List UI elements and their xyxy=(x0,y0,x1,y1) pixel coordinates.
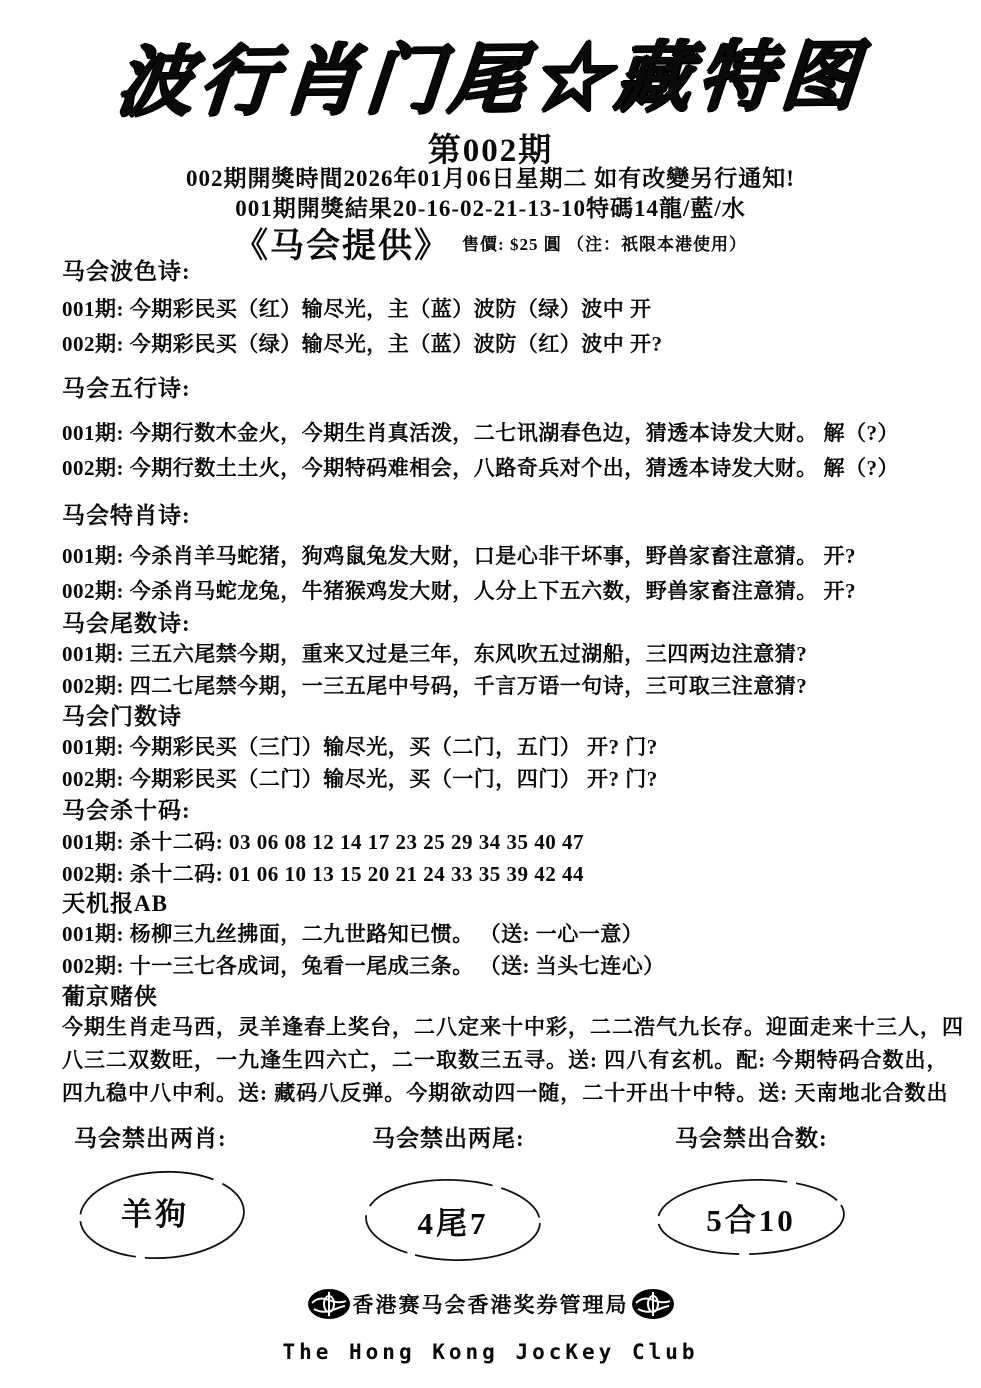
section-heading: 葡京赌侠 xyxy=(62,984,158,1009)
forbidden-label: 马会禁出两肖: xyxy=(74,1126,227,1151)
page-title: 波行肖门尾☆藏特图 xyxy=(112,34,867,126)
provider-label: 《马会提供》 xyxy=(234,228,451,265)
issue-number: 第002期 xyxy=(427,133,554,169)
forbidden-value: 4尾7 xyxy=(417,1205,489,1241)
poem-line: 001期: 今期彩民买（三门）输尽光，买（二门，五门） 开? 门? xyxy=(62,735,658,759)
forbidden-label: 马会禁出合数: xyxy=(675,1126,828,1151)
section-heading: 马会杀十码: xyxy=(62,798,191,823)
poem-line: 002期: 今期彩民买（绿）输尽光，主（蓝）波防（红）波中 开? xyxy=(62,332,663,356)
forbidden-value: 羊狗 xyxy=(121,1196,189,1232)
footer-chinese-name: 香港赛马会香港奖券管理局 xyxy=(352,1293,629,1317)
section-heading: 马会门数诗 xyxy=(62,704,182,729)
forbidden-value: 5合10 xyxy=(706,1202,796,1238)
poem-line: 002期: 今期行数土土火，今期特码难相会，八路奇兵对个出，猜透本诗发大财。 解（?） xyxy=(62,456,899,480)
section-pujing-gambler xyxy=(62,983,964,1110)
paragraph-line: 今期生肖走马西，灵羊逢春上奖台，二八定来十中彩，二二浩气九长存。迎面走来十三人，四 xyxy=(62,1015,964,1039)
poem-line: 001期: 今杀肖羊马蛇猪，狗鸡鼠兔发大财，口是心非干坏事，野兽家畜注意猜。 开? xyxy=(62,544,856,568)
killed-numbers-line: 002期: 杀十二码: 01 06 10 13 15 20 21 24 33 35 39 42 44 xyxy=(62,862,584,886)
paragraph-line: 四九稳中八中利。送: 藏码八反弹。今期欲动四一随，二十开出十中特。送: 天南地北合数出 xyxy=(62,1081,949,1105)
forbidden-oval xyxy=(653,1177,849,1257)
section-heading: 马会五行诗: xyxy=(62,376,191,401)
poem-line: 001期: 今期行数木金火，今期生肖真活泼，二七讯湖春色边，猜透本诗发大财。 解（?） xyxy=(62,421,899,445)
section-heading: 马会特肖诗: xyxy=(62,503,191,528)
poem-line: 002期: 十一三七各成词，兔看一尾成三条。 （送: 当头七连心） xyxy=(62,954,665,978)
section-wave-color-poem xyxy=(62,258,941,358)
poem-line: 001期: 今期彩民买（红）输尽光，主（蓝）波防（绿）波中 开 xyxy=(62,297,652,321)
killed-numbers-line: 001期: 杀十二码: 03 06 08 12 14 17 23 25 29 34 35 40 47 xyxy=(62,830,584,854)
section-tail-number-poem xyxy=(62,610,941,700)
forbidden-zodiacs xyxy=(60,1120,290,1261)
poem-line: 002期: 今杀肖马蛇龙兔，牛猪猴鸡发大财，人分上下五六数，野兽家畜注意猜。 开? xyxy=(62,579,856,603)
section-killed-numbers xyxy=(62,797,941,888)
section-heading: 马会波色诗: xyxy=(62,259,191,284)
poem-line: 001期: 三五六尾禁今期，重来又过是三年，东风吹五过湖船，三四两边注意猜? xyxy=(62,642,808,666)
section-special-zodiac-poem xyxy=(62,502,941,605)
forbidden-oval xyxy=(362,1177,544,1263)
forbidden-label: 马会禁出两尾: xyxy=(372,1126,525,1151)
forbidden-sum xyxy=(645,1120,865,1257)
poem-line: 002期: 今期彩民买（二门）输尽光，买（一门，四门） 开? 门? xyxy=(62,767,658,791)
section-heading: 马会尾数诗: xyxy=(62,611,191,636)
section-tianji-report xyxy=(62,890,941,980)
poem-line: 001期: 杨柳三九丝拂面，二九世路知已惯。 （送: 一心一意） xyxy=(62,922,644,946)
section-five-elements-poem xyxy=(62,375,941,482)
forbidden-row xyxy=(0,1120,981,1280)
forbidden-oval xyxy=(76,1169,248,1261)
paragraph-line: 八三二双数旺，一九逢生四六亡，二一取数三五寻。送: 四八有玄机。配: 今期特码合数出， xyxy=(62,1048,949,1072)
last-result-line: 001期開獎結果20-16-02-21-13-10特碼14龍/藍/水 xyxy=(235,196,746,221)
jockey-club-seal-icon xyxy=(631,1288,675,1320)
price-note: 售價: $25 圓 （注：祇限本港使用） xyxy=(462,235,747,254)
footer-english-name: The Hong Kong JocKey Club xyxy=(282,1340,699,1364)
forbidden-tails xyxy=(350,1120,570,1263)
section-heading: 天机报AB xyxy=(62,891,168,916)
footer-brand-row xyxy=(0,1288,981,1320)
jockey-club-seal-icon xyxy=(307,1288,351,1320)
section-gate-number-poem xyxy=(62,703,941,793)
draw-time-line: 002期開獎時間2026年01月06日星期二 如有改變另行通知! xyxy=(186,166,795,191)
poem-line: 002期: 四二七尾禁今期，一三五尾中号码，千言万语一句诗，三可取三注意猜? xyxy=(62,674,808,698)
